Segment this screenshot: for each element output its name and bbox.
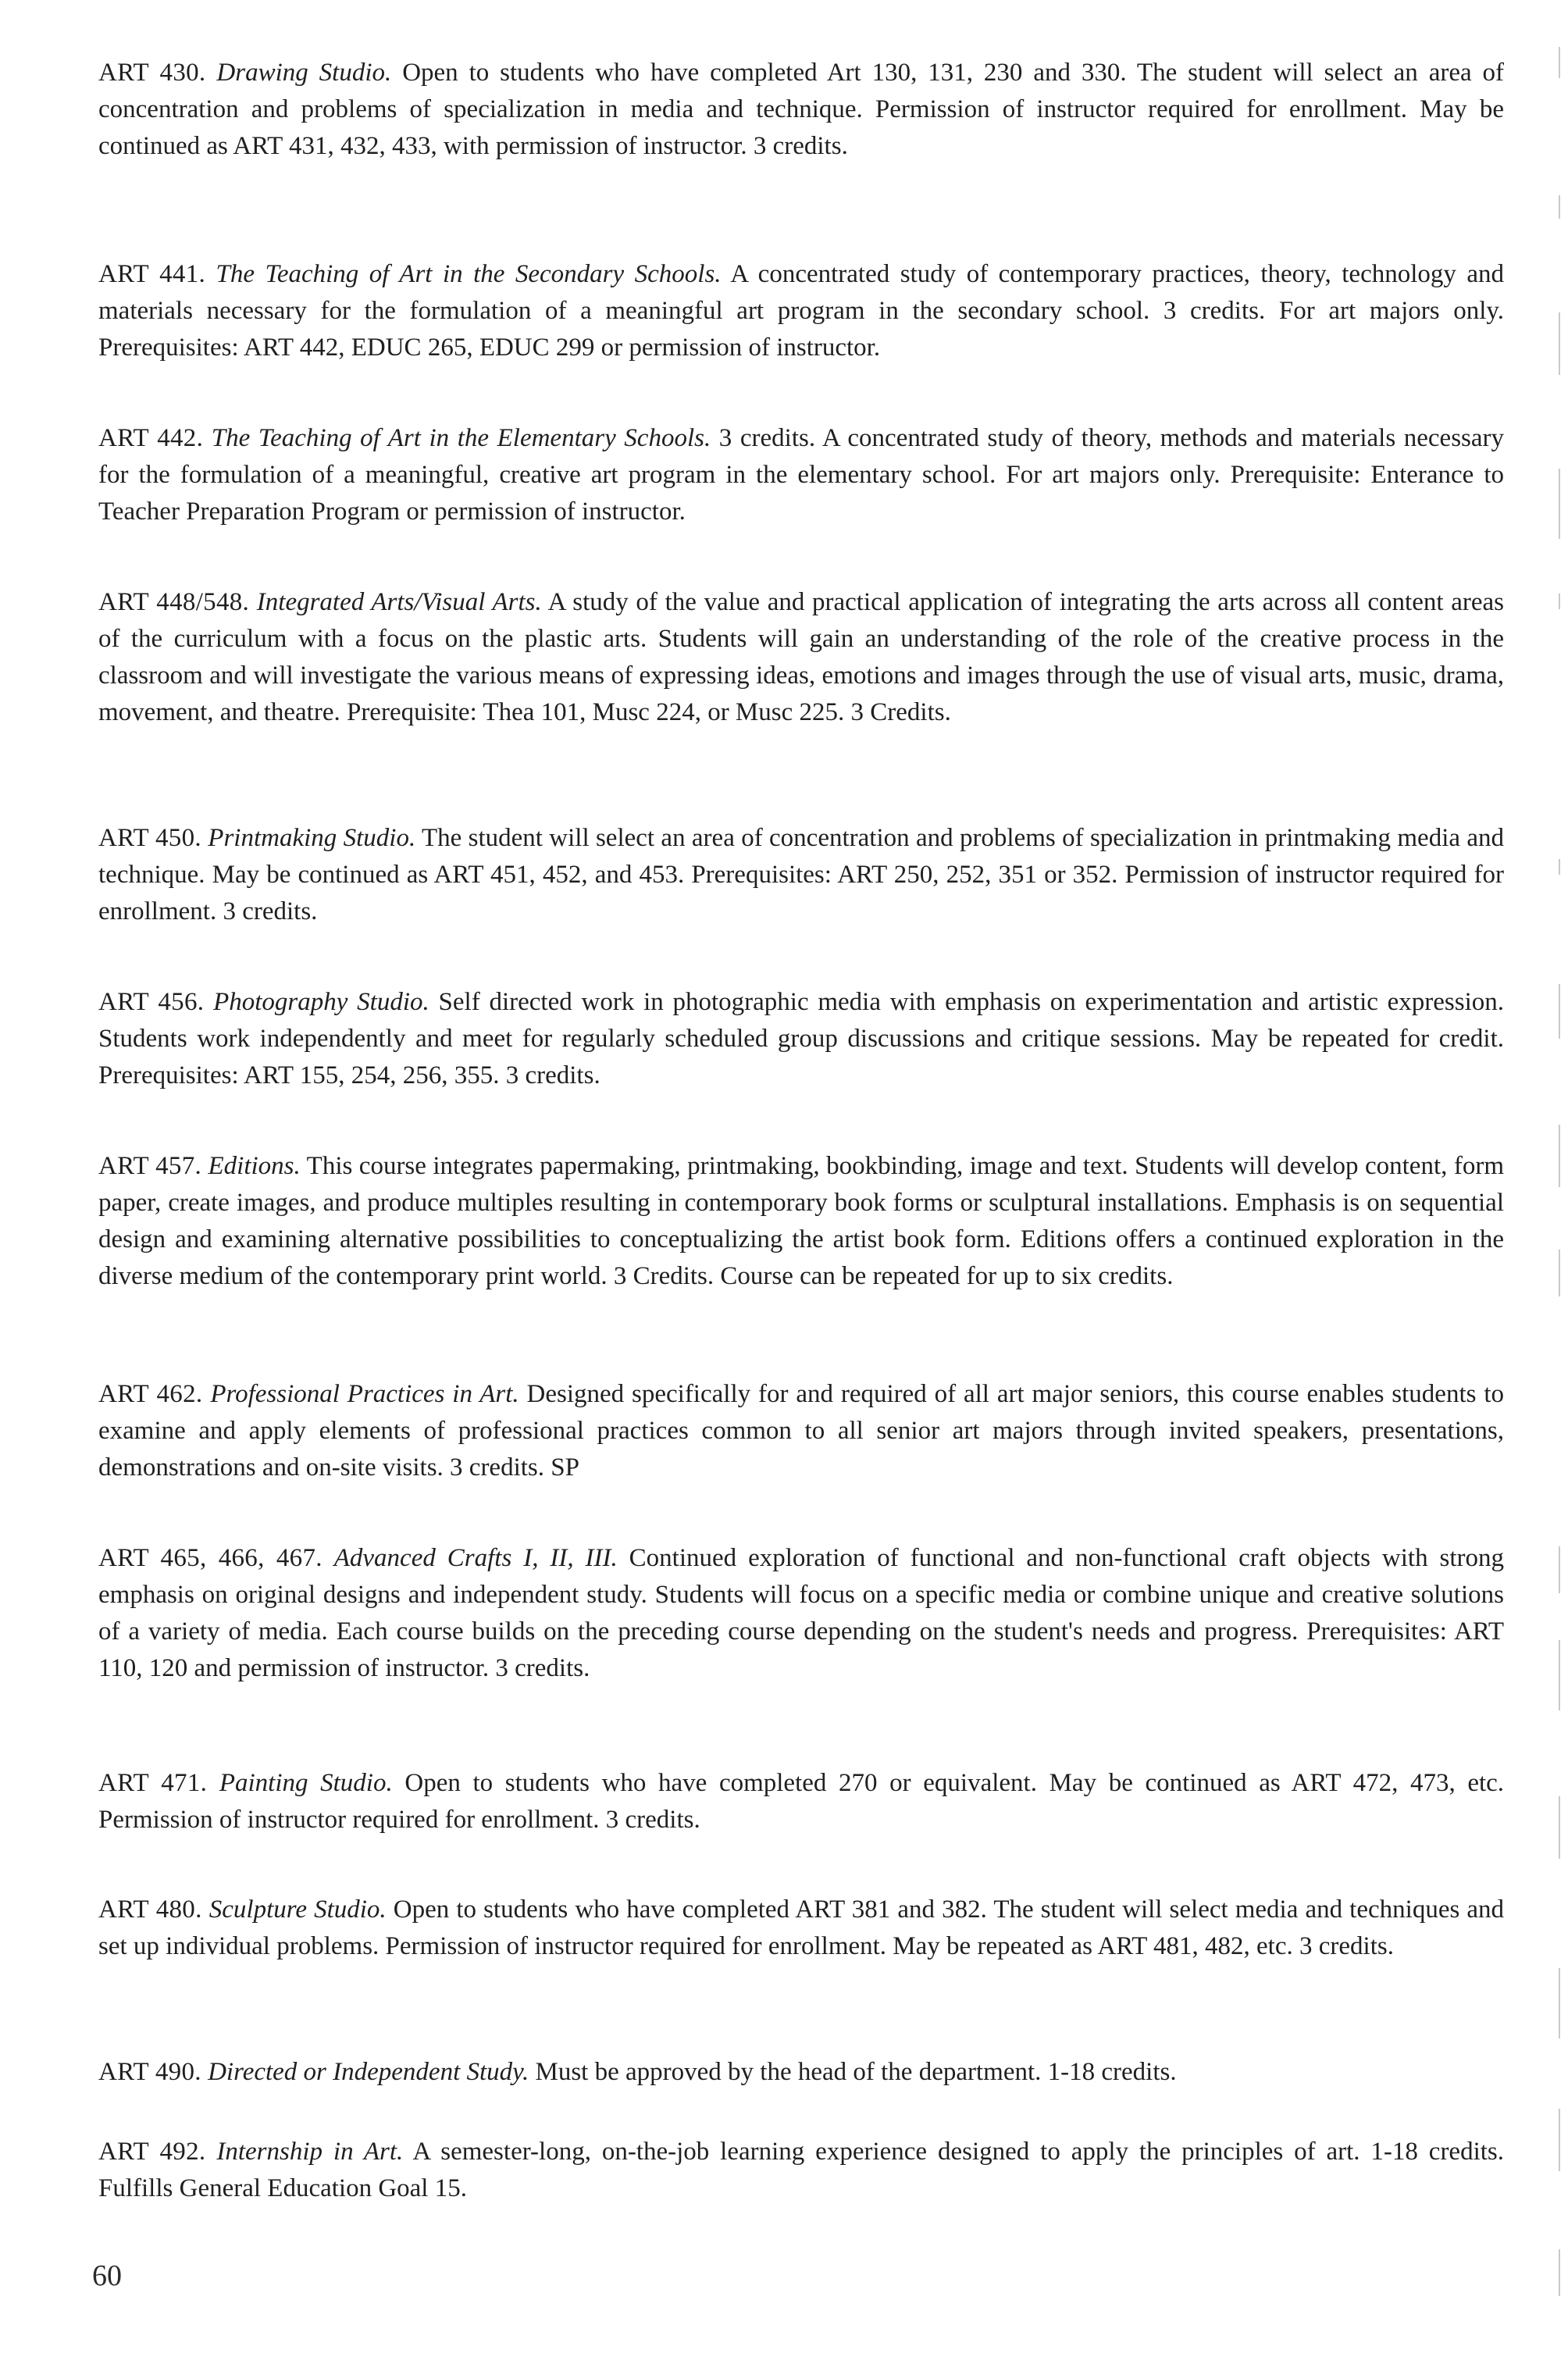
course-title: Editions. <box>208 1152 301 1180</box>
course-description: Self directed work in photographic media with emphasis on experimentation and artistic expression. Students work independently and meet for regularly scheduled group discussions and critique sessions. May be repeated for credit. Prerequisites: ART 155, 254, 256, 355. 3 credits. <box>98 988 1505 1089</box>
course-description: Open to students who have completed Art 130, 131, 230 and 330. The student will select an area of concentration and problems of specialization in media and technique. Permission of instructor required for enrollment. May be continued as ART 431, 432, 433, with permission of instructor. 3 credits. <box>98 59 1505 160</box>
course-title: Directed or Independent Study. <box>208 2058 529 2086</box>
course-description: Open to students who have completed ART 381 and 382. The student will select media and techniques and set up individual problems. Permission of instructor required for enrollment. May be repeated as ART 481, 482, etc. 3 credits. <box>98 1895 1505 1960</box>
course-entry-art-430 <box>98 55 1504 165</box>
scan-edge-mark <box>1559 1968 1560 2038</box>
scan-edge-mark <box>1559 2109 1560 2171</box>
scan-edge-mark <box>1559 1640 1560 1710</box>
scan-edge-mark <box>1559 2249 1560 2296</box>
course-title: Professional Practices in Art. <box>210 1380 519 1408</box>
course-title: The Teaching of Art in the Secondary Schools. <box>216 260 722 288</box>
scan-edge-mark <box>1559 984 1560 1039</box>
course-code: ART 490. <box>98 2058 201 2086</box>
course-description: The student will select an area of concentration and problems of specialization in printmaking media and technique. May be continued as ART 451, 452, and 453. Prerequisites: ART 250, 252, 351 or 352. Permission of instructor required for enrollment. 3 credits. <box>98 824 1504 925</box>
course-code: ART 450. <box>98 824 201 852</box>
scan-edge-mark <box>1559 312 1560 375</box>
course-entry-art-450 <box>98 820 1504 930</box>
scan-edge-mark <box>1559 469 1560 539</box>
course-code: ART 480. <box>98 1895 202 1924</box>
course-entry-art-492 <box>98 2134 1504 2207</box>
course-title: The Teaching of Art in the Elementary Schools. <box>211 424 711 452</box>
page-number: 60 <box>92 2259 122 2292</box>
course-description: A study of the value and practical application of integrating the arts across all content areas of the curriculum with a focus on the plastic arts. Students will gain an understanding of the role of the creative process in the classroom and will investigate the various means of expressing ideas, emotions and images through the use of visual arts, music, drama, movement, and theatre. Prerequisite: Thea 101, Musc 224, or Musc 225. 3 Credits. <box>98 588 1504 726</box>
course-description: A concentrated study of contemporary practices, theory, technology and materials necessary for the formulation of a meaningful art program in the secondary school. 3 credits. For art majors only. Prerequisites: ART 442, EDUC 265, EDUC 299 or permission of instructor. <box>98 260 1505 362</box>
course-description: Continued exploration of functional and non-functional craft objects with strong emphasis on original designs and independent study. Students will focus on a specific media or combine unique and creative solutions of a variety of media. Each course builds on the preceding course depending on the student's needs and progress. Prerequisites: ART 110, 120 and permission of instructor. 3 credits. <box>98 1544 1504 1682</box>
course-entry-art-480 <box>98 1892 1504 1965</box>
scan-edge-marks <box>1545 0 1568 2375</box>
course-title: Photography Studio. <box>213 988 429 1016</box>
scan-edge-mark <box>1559 1796 1560 1859</box>
course-entry-art-462 <box>98 1376 1504 1486</box>
course-title: Painting Studio. <box>219 1769 393 1797</box>
scan-edge-mark <box>1559 1546 1560 1593</box>
scan-edge-mark <box>1559 47 1560 78</box>
scan-edge-mark <box>1559 594 1560 609</box>
course-description: Open to students who have completed 270 or equivalent. May be continued as ART 472, 473, etc. Permission of instructor required for enrollment. 3 credits. <box>98 1769 1505 1834</box>
course-description: 3 credits. A concentrated study of theory, methods and materials necessary for the formulation of a meaningful, creative art program in the elementary school. For art majors only. Prerequisite: Enterance to Teacher Preparation Program or permission of instructor. <box>98 424 1505 526</box>
course-entry-art-456 <box>98 984 1504 1094</box>
course-code: ART 441. <box>98 260 206 288</box>
course-entry-art-442 <box>98 420 1504 530</box>
course-title: Internship in Art. <box>216 2138 404 2166</box>
scan-edge-mark <box>1559 1250 1560 1296</box>
course-entry-art-448-548 <box>98 584 1504 731</box>
course-code: ART 456. <box>98 988 205 1016</box>
course-code: ART 442. <box>98 424 204 452</box>
course-description: This course integrates papermaking, printmaking, bookbinding, image and text. Students will develop content, form paper, create images, and produce multiples resulting in contemporary book forms or sculptural installations. Emphasis is on sequential design and examining alternative possibilities to conceptualizing the artist book form. Editions offers a continued exploration in the diverse medium of the contemporary print world. 3 Credits. Course can be repeated for up to six credits. <box>98 1152 1504 1290</box>
course-entry-art-490 <box>98 2054 1504 2091</box>
course-entry-art-471 <box>98 1765 1504 1838</box>
course-code: ART 457. <box>98 1152 202 1180</box>
course-code: ART 448/548. <box>98 588 250 616</box>
course-entry-art-457 <box>98 1148 1504 1295</box>
course-title: Sculpture Studio. <box>208 1895 387 1924</box>
scan-edge-mark <box>1559 859 1560 875</box>
course-entry-art-465-466-467 <box>98 1540 1504 1687</box>
course-description: A semester-long, on-the-job learning experience designed to apply the principles of art. 1-18 credits. Fulfills General Education Goal 15. <box>98 2138 1505 2202</box>
course-code: ART 462. <box>98 1380 203 1408</box>
course-code: ART 430. <box>98 59 206 87</box>
course-code: ART 465, 466, 467. <box>98 1544 323 1572</box>
course-title: Drawing Studio. <box>216 59 392 87</box>
course-description: Must be approved by the head of the department. 1-18 credits. <box>535 2058 1177 2086</box>
scan-edge-mark <box>1559 195 1560 219</box>
course-title: Printmaking Studio. <box>208 824 416 852</box>
course-title: Integrated Arts/Visual Arts. <box>256 588 542 616</box>
course-description: Designed specifically for and required of all art major seniors, this course enables students to examine and apply elements of professional practices common to all senior art majors through invited speakers, presentations, demonstrations and on-site visits. 3 credits. SP <box>98 1380 1505 1482</box>
course-code: ART 492. <box>98 2138 206 2166</box>
course-code: ART 471. <box>98 1769 208 1797</box>
scan-edge-mark <box>1559 1125 1560 1187</box>
course-entry-art-441 <box>98 256 1504 366</box>
course-title: Advanced Crafts I, II, III. <box>333 1544 618 1572</box>
